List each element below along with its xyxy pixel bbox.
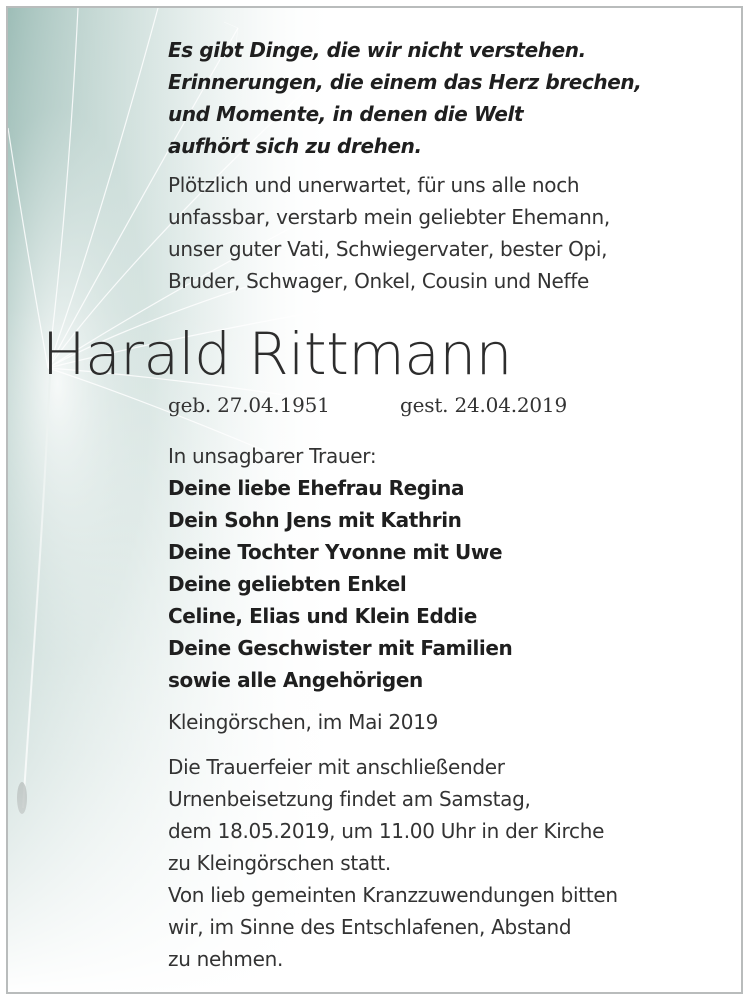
ceremony-line: zu nehmen. [168, 947, 284, 971]
motto-line: Es gibt Dinge, die wir nicht verstehen. [168, 38, 586, 62]
intro-line: Plötzlich und unerwartet, für uns alle noch [168, 173, 580, 197]
intro-line: unser guter Vati, Schwiegervater, bester Opi, [168, 237, 608, 261]
ceremony-line: wir, im Sinne des Entschlafenen, Abstand [168, 915, 572, 939]
obituary-card [6, 6, 743, 994]
deceased-name: Harald Rittmann [42, 320, 512, 388]
place-date: Kleingörschen, im Mai 2019 [168, 710, 439, 734]
motto-line: aufhört sich zu drehen. [168, 134, 422, 158]
obituary-text [8, 8, 743, 994]
intro-line: Bruder, Schwager, Onkel, Cousin und Neffe [168, 269, 589, 293]
intro-line: unfassbar, verstarb mein geliebter Ehemann, [168, 205, 610, 229]
birth-date: geb. 27.04.1951 [168, 393, 330, 417]
ceremony-line: Urnenbeisetzung findet am Samstag, [168, 787, 531, 811]
mourner-line: sowie alle Angehörigen [168, 668, 423, 692]
life-dates [168, 393, 567, 417]
death-date: gest. 24.04.2019 [400, 393, 567, 417]
ceremony-line: dem 18.05.2019, um 11.00 Uhr in der Kirche [168, 819, 605, 843]
mourner-line: Dein Sohn Jens mit Kathrin [168, 508, 462, 532]
mourner-line: Deine Tochter Yvonne mit Uwe [168, 540, 503, 564]
ceremony-line: Von lieb gemeinten Kranzzuwendungen bitten [168, 883, 618, 907]
mourner-line: Celine, Elias und Klein Eddie [168, 604, 477, 628]
mourner-line: Deine geliebten Enkel [168, 572, 407, 596]
mourner-line: Deine liebe Ehefrau Regina [168, 476, 465, 500]
motto-line: und Momente, in denen die Welt [168, 102, 524, 126]
ceremony-line: zu Kleingörschen statt. [168, 851, 391, 875]
mourners-heading: In unsagbarer Trauer: [168, 444, 377, 468]
mourner-line: Deine Geschwister mit Familien [168, 636, 513, 660]
motto-line: Erinnerungen, die einem das Herz brechen, [168, 70, 642, 94]
ceremony-line: Die Trauerfeier mit anschließender [168, 755, 505, 779]
